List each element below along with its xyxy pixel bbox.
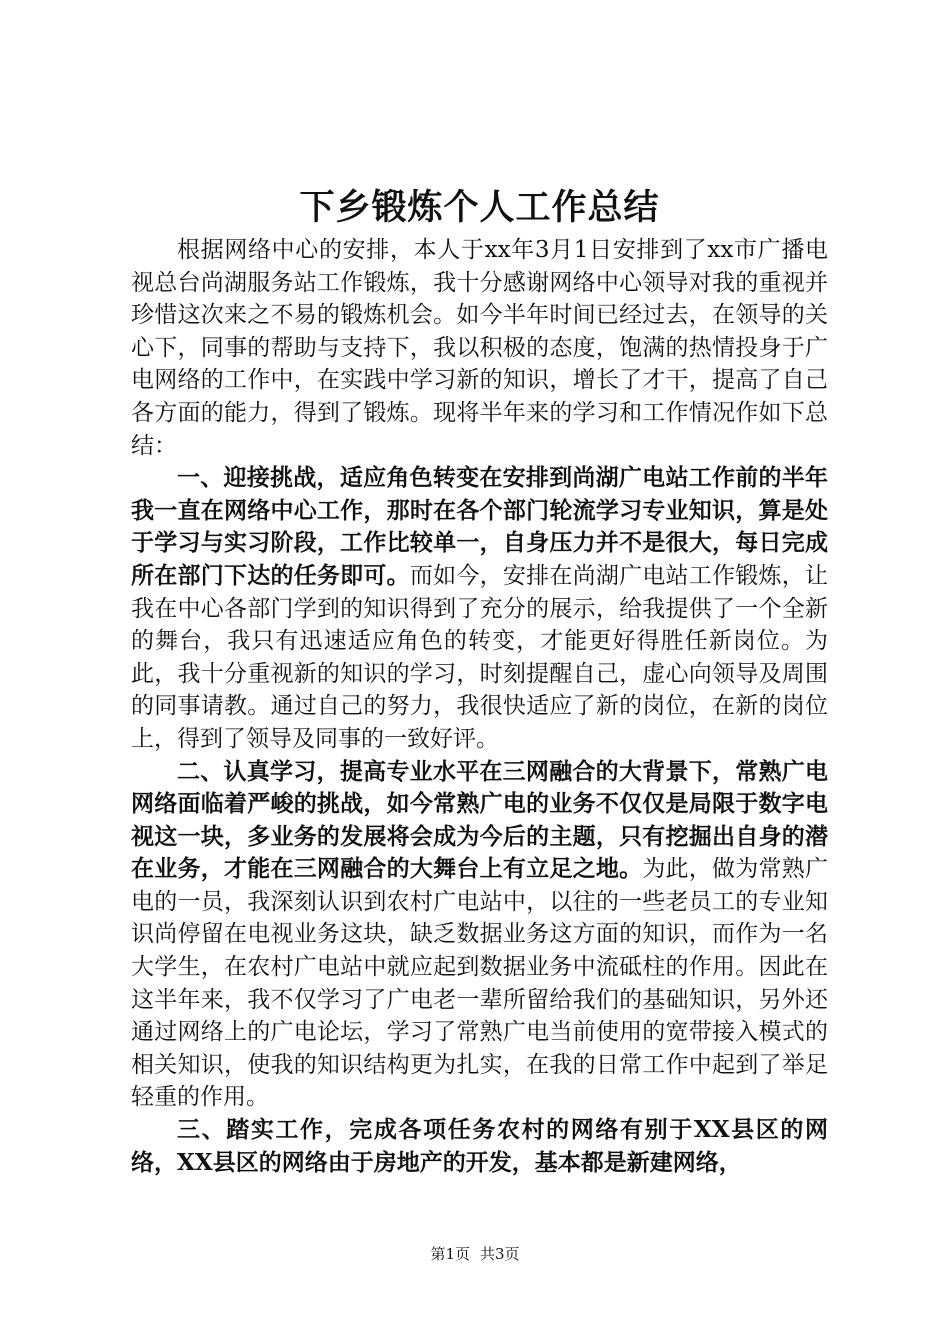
page-footer <box>0 1244 950 1264</box>
paragraph-lead: 二、认真学习，提高专业水平在三网融合的大背景下，常熟广电网络面临着严峻的挑战，如今常熟广电的业务不仅仅是局限于数字电视这一块，多业务的发展将会成为今后的主题，只有挖掘出自身的潜在业务，才能在三网融合的大舞台上有立足之地。 <box>131 757 828 883</box>
document-title: 下乡锻炼个人工作总结 <box>299 187 660 228</box>
page-number: 第1页 <box>430 1245 470 1263</box>
paragraph-lead: 三、踏实工作，完成各项任务农村的网络有别于XX县区的网络，XX县区的网络由于房地产的开发，基本都是新建网络， <box>131 1116 828 1176</box>
paragraph-section-1 <box>131 462 828 755</box>
paragraph-text: 而如今，安排在尚湖广电站工作锻炼，让我在中心各部门学到的知识得到了充分的展示，给我提供了一个全新的舞台，我只有迅速适应角色的转变，才能更好得胜任新岗位。为此，我十分重视新的知识的学习，时刻提醒自己，虚心向领导及周围的同事请教。通过自己的努力，我很快适应了新的岗位，在新的岗位上，得到了领导及同事的一致好评。 <box>131 562 829 752</box>
paragraph-lead: 一、迎接挑战，适应角色转变在安排到尚湖广电站工作前的半年我一直在网络中心工作，那时在各个部门轮流学习专业知识，算是处于学习与实习阶段，工作比较单一，自身压力并不是很大，每日完成所在部门下达的任务即可。 <box>131 464 828 589</box>
document-body <box>131 234 828 1179</box>
paragraph-text: 根据网络中心的安排，本人于xx年3月1日安排到了xx市广播电视总台尚湖服务站工作锻炼，我十分感谢网络中心领导对我的重视并珍惜这次来之不易的锻炼机会。如今半年时间已经过去，在领导的关心下，同事的帮助与支持下，我以积极的态度，饱满的热情投身于广电网络的工作中，在实践中学习新的知识，增长了才干，提高了自己各方面的能力，得到了锻炼。现将半年来的学习和工作情况作如下总结： <box>131 237 828 459</box>
paragraph-section-2 <box>131 756 828 1115</box>
paragraph-text: 为此，做为常熟广电的一员，我深刻认识到农村广电站中，以往的一些老员工的专业知识尚停留在电视业务这块，缺乏数据业务这方面的知识，而作为一名大学生，在农村广电站中就应起到数据业务中流砥柱的作用。因此在这半年来，我不仅学习了广电老一辈所留给我们的基础知识，另外还通过网络上的广电论坛，学习了常熟广电当前使用的宽带接入模式的相关知识，使我的知识结构更为扎实，在我的日常工作中起到了举足轻重的作用。 <box>131 856 829 1111</box>
paragraph-section-3 <box>131 1114 828 1179</box>
paragraph-intro <box>131 234 828 462</box>
page-total: 共3页 <box>480 1245 520 1263</box>
